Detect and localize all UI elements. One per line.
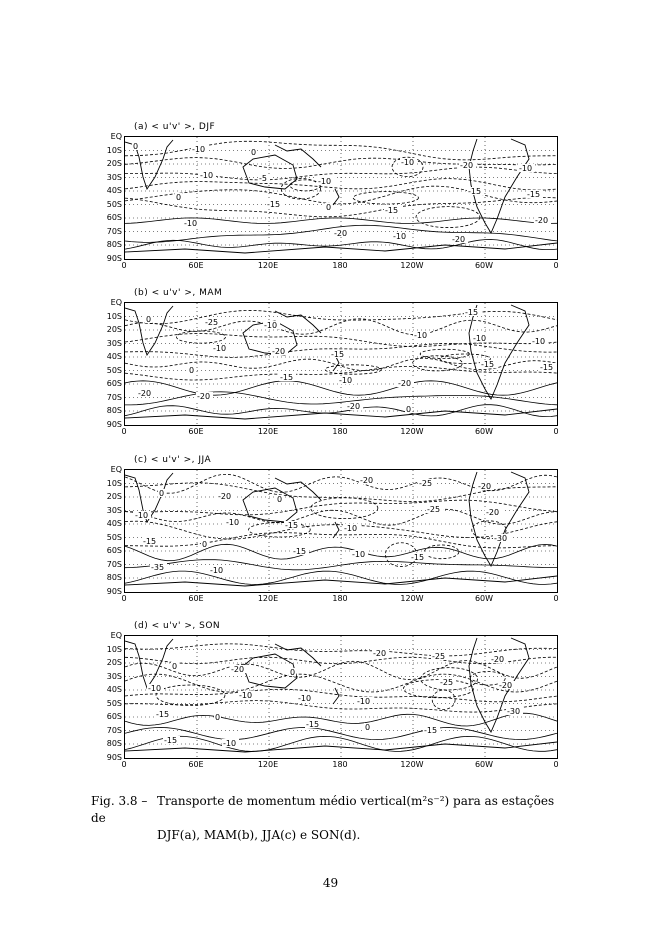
caption-line-1 [91, 793, 571, 827]
contour-label: -10 [532, 337, 546, 346]
x-tick-label: 180 [332, 760, 348, 769]
contour-label: -30 [494, 534, 508, 543]
y-tick-label: EQ [110, 465, 122, 474]
contour-label: -10 [148, 684, 162, 693]
y-tick-label: 40S [106, 519, 122, 528]
y-tick-label: 80S [106, 573, 122, 582]
contour-label: -25 [419, 479, 433, 488]
contour-label: -10 [213, 344, 227, 353]
panel-b-title: (b) < u'v' >, MAM [134, 288, 223, 298]
panel-c-contours [125, 470, 557, 592]
x-tick-label: 0 [553, 427, 559, 436]
y-tick-label: 60S [106, 546, 122, 555]
x-tick-label: 0 [121, 760, 127, 769]
contour-label: -25 [440, 678, 454, 687]
contour-label: -10 [200, 171, 214, 180]
contour-label: -10 [135, 511, 149, 520]
y-tick-label: EQ [110, 132, 122, 141]
contour-label: -15 [285, 521, 299, 530]
panel-a-contours [125, 137, 557, 259]
coastline [275, 145, 321, 167]
contour-label: -20 [218, 492, 232, 501]
contour-label: -15 [331, 350, 345, 359]
contour-label: 0 [146, 315, 152, 324]
contour-loop [176, 331, 225, 343]
contour-label: -10 [401, 158, 415, 167]
contour-label: -20 [272, 347, 286, 356]
contour-label: -15 [293, 547, 307, 556]
x-tick-label: 120W [400, 594, 424, 603]
contour-label: -15 [164, 736, 178, 745]
contour-label: 0 [406, 405, 412, 414]
y-tick-label: 50S [106, 199, 122, 209]
contour-label: -15 [306, 720, 320, 729]
contour-label: -10 [226, 518, 240, 527]
contour-label: -20 [499, 681, 513, 690]
y-tick-label: 10S [106, 145, 122, 155]
contour-label: -10 [352, 550, 366, 559]
contour-label: -10 [339, 376, 353, 385]
coastline [125, 409, 557, 419]
panel-c-title: (c) < u'v' >, JJA [134, 455, 212, 465]
contour-label: 0 [215, 713, 221, 722]
contour-loop [432, 690, 455, 709]
x-tick-label: 180 [332, 427, 348, 436]
y-tick-label: EQ [110, 631, 122, 640]
contour-label: -20 [373, 649, 387, 658]
coastline [125, 639, 173, 688]
x-tick-label: 120W [400, 261, 424, 270]
contour-loop [281, 178, 320, 199]
y-tick-label: 60S [106, 712, 122, 721]
y-tick-label: 90S [106, 752, 122, 762]
y-tick-label: 50S [106, 365, 122, 375]
contour-label: -15 [156, 710, 170, 719]
x-tick-label: 0 [121, 594, 127, 603]
y-tick-label: 10S [106, 478, 122, 488]
contour-label: -10 [318, 177, 332, 186]
caption-lead: Fig. 3.8 – [91, 794, 148, 808]
contour-label: -10 [519, 164, 533, 173]
contour-label: -10 [239, 691, 253, 700]
contour-label: -20 [197, 392, 211, 401]
page-number: 49 [322, 876, 339, 890]
x-tick-label: 60W [474, 760, 494, 769]
contour-label: -10 [344, 524, 358, 533]
coastline [333, 688, 339, 704]
contour-label: -20 [452, 235, 466, 244]
contour-label: -20 [347, 402, 361, 411]
y-tick-label: 90S [106, 419, 122, 429]
x-tick-label: 120E [257, 427, 279, 436]
contour-label: -20 [486, 508, 500, 517]
x-tick-label: 0 [553, 261, 559, 270]
x-tick-label: 120W [400, 427, 424, 436]
panel-b-contours [125, 303, 557, 425]
coastline [125, 742, 557, 752]
contour-label: -10 [393, 232, 407, 241]
y-tick-label: 50S [106, 698, 122, 708]
coastline [243, 654, 297, 688]
contour-label: -35 [151, 563, 165, 572]
contour-label: -10 [414, 331, 428, 340]
contour-label: -20 [478, 482, 492, 491]
contour-line [125, 405, 557, 417]
contour-label: 0 [251, 148, 257, 157]
contour-label: -10 [223, 739, 237, 748]
contour-label: -10 [192, 145, 206, 154]
y-tick-label: 90S [106, 253, 122, 263]
contour-label: -15 [424, 726, 438, 735]
contour-label: 0 [277, 495, 283, 504]
x-tick-label: 60W [474, 261, 494, 270]
panel-d-title: (d) < u'v' >, SON [134, 621, 221, 631]
x-tick-label: 120W [400, 760, 424, 769]
y-tick-label: 30S [106, 671, 122, 681]
y-tick-label: 40S [106, 685, 122, 694]
x-tick-label: 120E [257, 760, 279, 769]
x-tick-label: 60W [474, 427, 494, 436]
contour-label: 0 [176, 193, 182, 202]
panel-d-contours [125, 636, 557, 758]
contour-line [125, 179, 557, 191]
y-tick-label: 90S [106, 586, 122, 596]
contour-label: 0 [133, 142, 139, 151]
y-tick-label: EQ [110, 298, 122, 307]
contour-line [125, 392, 557, 405]
y-tick-label: 30S [106, 505, 122, 515]
contour-label: 0 [365, 723, 371, 732]
x-tick-label: 0 [121, 261, 127, 270]
contour-label: -20 [460, 161, 474, 170]
contour-label: -15 [527, 190, 541, 199]
contour-label: -15 [468, 187, 482, 196]
y-tick-label: 40S [106, 186, 122, 195]
y-tick-label: 80S [106, 240, 122, 249]
contour-line [125, 158, 557, 169]
y-tick-label: 20S [106, 492, 122, 501]
coastline [125, 306, 173, 355]
y-tick-label: 40S [106, 352, 122, 361]
contour-label: -10 [264, 321, 278, 330]
panel-b-map [124, 302, 558, 426]
contour-label: -10 [473, 334, 487, 343]
y-tick-label: 30S [106, 172, 122, 182]
y-tick-label: 60S [106, 213, 122, 222]
contour-label: 0 [202, 540, 208, 549]
x-tick-label: 0 [553, 760, 559, 769]
coastline [125, 576, 557, 586]
contour-line [125, 689, 557, 702]
y-tick-label: 10S [106, 644, 122, 654]
contour-line [125, 319, 557, 335]
contour-label: -15 [385, 206, 399, 215]
y-tick-label: 10S [106, 311, 122, 321]
contour-label: -15 [481, 360, 495, 369]
contour-label: -10 [210, 566, 224, 575]
y-tick-label: 20S [106, 325, 122, 334]
x-tick-label: 60E [188, 261, 204, 270]
contour-loop [249, 523, 311, 537]
contour-label: -20 [535, 216, 549, 225]
x-tick-label: 60E [188, 760, 204, 769]
contour-label: 0 [159, 489, 165, 498]
figure-caption [91, 793, 571, 844]
contour-label: -15 [465, 308, 479, 317]
y-tick-label: 80S [106, 406, 122, 415]
y-tick-label: 70S [106, 392, 122, 402]
contour-label: 0 [326, 203, 332, 212]
y-tick-label: 30S [106, 338, 122, 348]
contour-label: -5 [259, 174, 267, 183]
contour-loop [156, 685, 225, 706]
y-tick-label: 70S [106, 559, 122, 569]
contour-label: -15 [280, 373, 294, 382]
contour-label: -20 [491, 655, 505, 664]
x-tick-label: 0 [553, 594, 559, 603]
x-tick-label: 180 [332, 594, 348, 603]
panel-c-map [124, 469, 558, 593]
caption-line-2: DJF(a), MAM(b), JJA(c) e SON(d). [157, 828, 361, 842]
y-tick-label: 20S [106, 658, 122, 667]
contour-label: -15 [411, 553, 425, 562]
contour-label: -20 [398, 379, 412, 388]
x-tick-label: 120E [257, 594, 279, 603]
coastline [469, 305, 529, 399]
y-tick-label: 80S [106, 739, 122, 748]
contour-label: 0 [172, 662, 178, 671]
contour-label: -15 [267, 200, 281, 209]
contour-label: -15 [143, 537, 157, 546]
caption-text-1: Transporte de momentum médio vertical(m²s⁻²) para as estações de [91, 794, 555, 825]
y-tick-label: 50S [106, 532, 122, 542]
x-tick-label: 180 [332, 261, 348, 270]
contour-label: 0 [290, 668, 296, 677]
panel-a-map [124, 136, 558, 260]
contour-label: -20 [360, 476, 374, 485]
y-tick-label: 60S [106, 379, 122, 388]
x-tick-label: 60W [474, 594, 494, 603]
contour-label: -25 [432, 652, 446, 661]
contour-loop [311, 498, 378, 519]
contour-loop [424, 545, 459, 559]
contour-label: -15 [540, 363, 554, 372]
contour-label: -10 [298, 694, 312, 703]
contour-loop [403, 680, 473, 698]
contour-label: -20 [231, 665, 245, 674]
y-tick-label: 20S [106, 159, 122, 168]
contour-line [125, 533, 557, 548]
contour-line [125, 310, 557, 323]
x-tick-label: 0 [121, 427, 127, 436]
coastline [125, 243, 557, 253]
panel-d-map [124, 635, 558, 759]
y-tick-label: 70S [106, 226, 122, 236]
contour-loop [353, 192, 418, 204]
contour-label: -30 [507, 707, 521, 716]
contour-label: 0 [189, 366, 195, 375]
x-tick-label: 120E [257, 261, 279, 270]
contour-label: -20 [334, 229, 348, 238]
contour-label: -25 [205, 318, 219, 327]
contour-line [125, 701, 557, 713]
contour-loop [416, 207, 480, 228]
panel-a-title: (a) < u'v' >, DJF [134, 122, 216, 132]
contour-label: -10 [184, 219, 198, 228]
contour-label: -10 [357, 697, 371, 706]
contour-label: -25 [427, 505, 441, 514]
coastline [333, 189, 339, 205]
x-tick-label: 60E [188, 427, 204, 436]
contour-label: -20 [138, 389, 152, 398]
y-tick-label: 70S [106, 725, 122, 735]
x-tick-label: 60E [188, 594, 204, 603]
